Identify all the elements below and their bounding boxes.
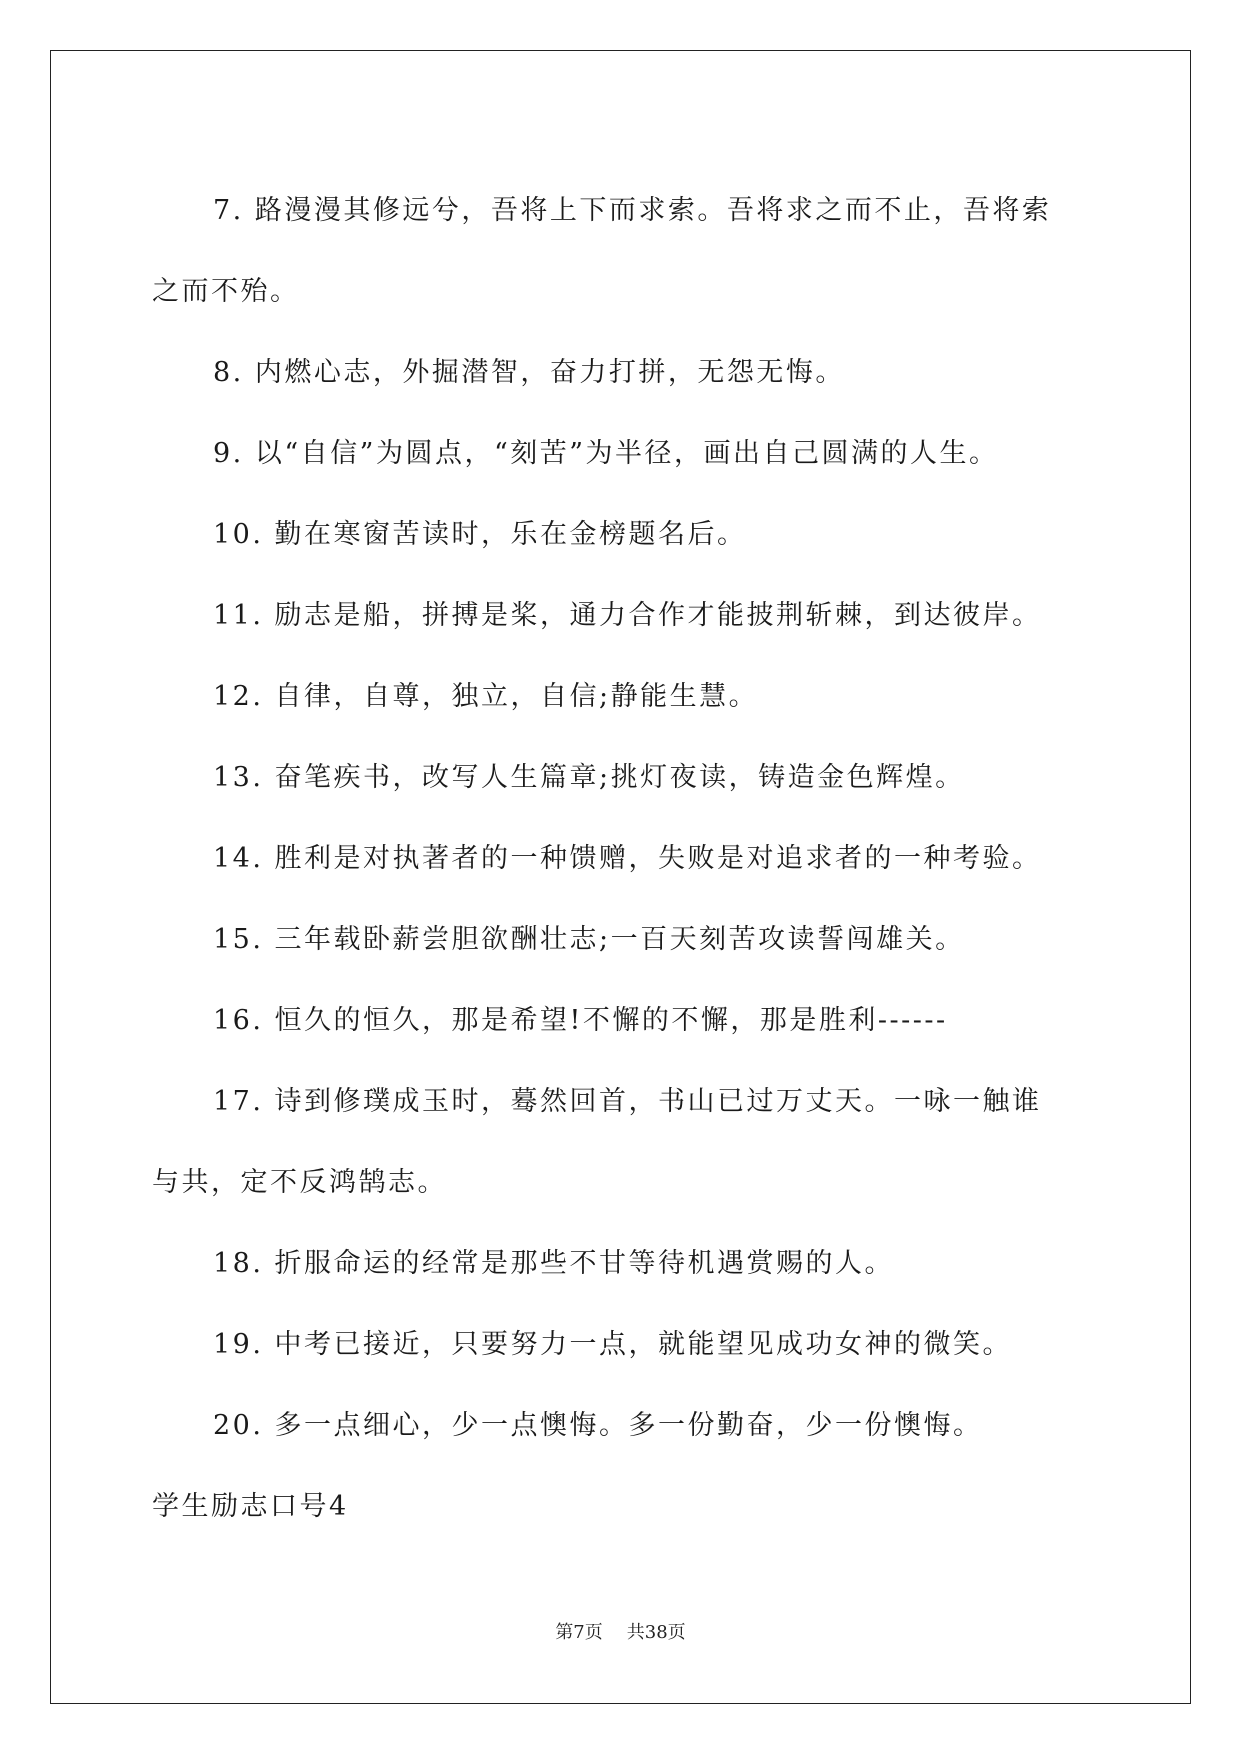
document-body xyxy=(152,170,1092,1547)
slogan-10: 10. 勤在寒窗苦读时，乐在金榜题名后。 xyxy=(213,519,747,550)
slogan-9: 9. 以“自信”为圆点，“刻苦”为半径，画出自己圆满的人生。 xyxy=(213,438,999,469)
page-number: 第7页 xyxy=(555,1622,603,1643)
slogan-17-line-2: 与共，定不反鸿鹄志。 xyxy=(152,1167,447,1198)
slogan-17-line-1: 17. 诗到修璞成玉时，蓦然回首，书山已过万丈天。一咏一触谁 xyxy=(213,1086,1042,1117)
slogan-8: 8. 内燃心志，外掘潜智，奋力打拼，无怨无悔。 xyxy=(213,357,845,388)
section-heading: 学生励志口号4 xyxy=(152,1491,349,1522)
slogan-19: 19. 中考已接近，只要努力一点，就能望见成功女神的微笑。 xyxy=(213,1329,1013,1360)
slogan-18: 18. 折服命运的经常是那些不甘等待机遇赏赐的人。 xyxy=(213,1248,895,1279)
slogan-15: 15. 三年载卧薪尝胆欲酬壮志;一百天刻苦攻读誓闯雄关。 xyxy=(213,924,965,955)
page-footer xyxy=(0,1618,1241,1644)
slogan-11: 11. 励志是船，拼搏是桨，通力合作才能披荆斩棘，到达彼岸。 xyxy=(213,600,1042,631)
slogan-14: 14. 胜利是对执著者的一种馈赠，失败是对追求者的一种考验。 xyxy=(213,843,1042,874)
slogan-13: 13. 奋笔疾书，改写人生篇章;挑灯夜读，铸造金色辉煌。 xyxy=(213,762,965,793)
slogan-7-line-2: 之而不殆。 xyxy=(152,276,300,307)
slogan-7-line-1: 7. 路漫漫其修远兮，吾将上下而求索。吾将求之而不止，吾将索 xyxy=(213,195,1052,226)
slogan-16: 16. 恒久的恒久，那是希望!不懈的不懈，那是胜利------ xyxy=(213,1005,948,1036)
page-total: 共38页 xyxy=(626,1622,686,1643)
slogan-12: 12. 自律，自尊，独立，自信;静能生慧。 xyxy=(213,681,759,712)
slogan-20: 20. 多一点细心，少一点懊悔。多一份勤奋，少一份懊悔。 xyxy=(213,1410,983,1441)
